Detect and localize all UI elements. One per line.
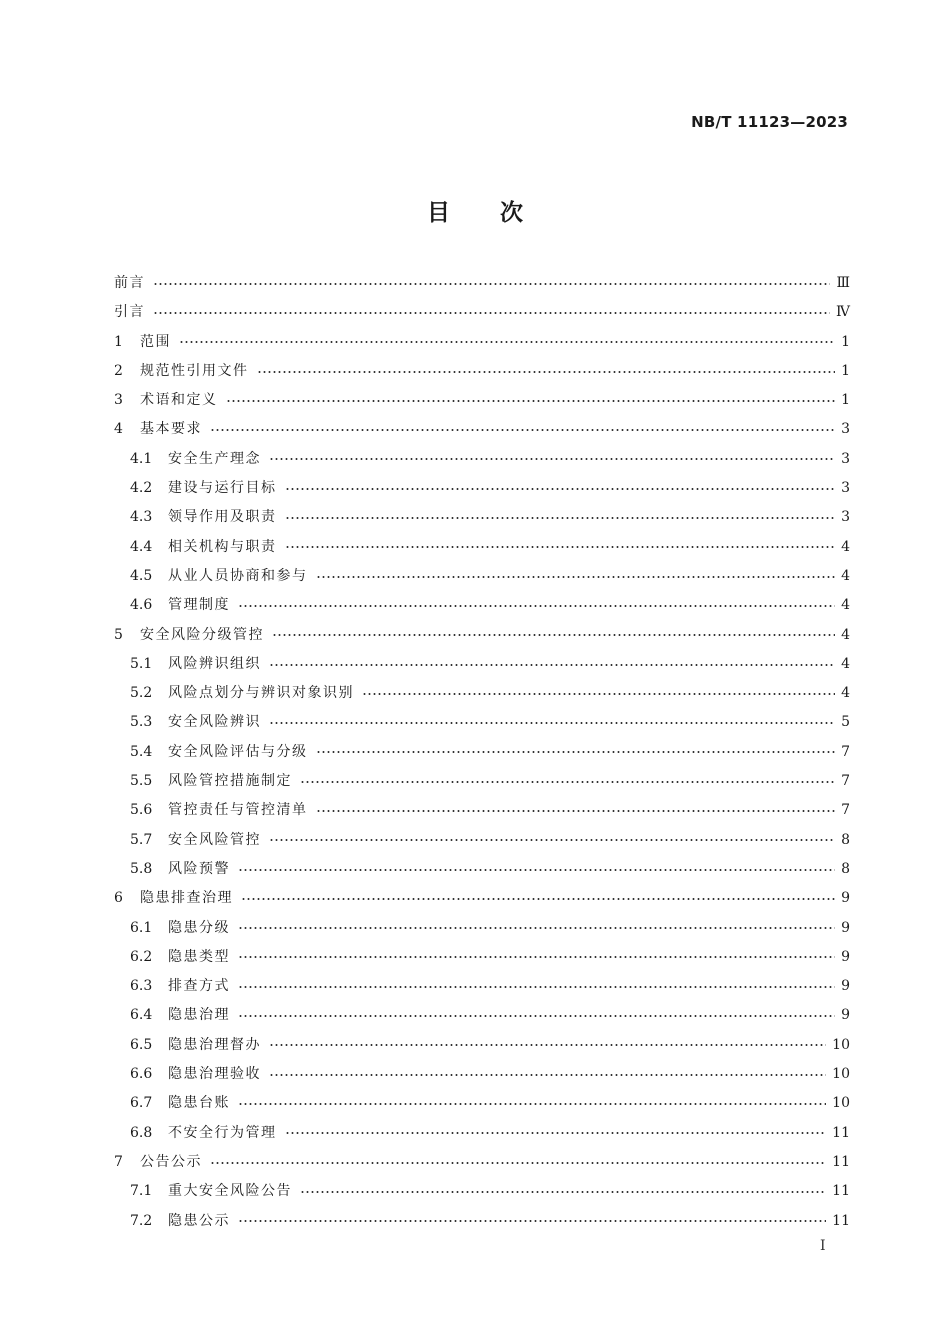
toc-entry[interactable] [114, 972, 850, 1001]
toc-entry-page: 4 [841, 567, 850, 584]
toc-entry-page: 4 [841, 685, 850, 702]
toc-dot-leader [210, 429, 835, 431]
toc-entry[interactable] [114, 1001, 850, 1030]
toc-entry[interactable] [114, 855, 850, 884]
toc-entry-page: 8 [841, 860, 850, 877]
toc-entry[interactable] [114, 708, 850, 737]
toc-entry-number: 3 [114, 392, 123, 409]
toc-entry-number: 6.3 [130, 978, 153, 995]
toc-dot-leader [269, 458, 835, 460]
toc-dot-leader [285, 517, 836, 519]
toc-entry-number: 7.1 [130, 1183, 153, 1200]
toc-entry[interactable] [114, 1031, 850, 1060]
toc-dot-leader [285, 546, 836, 548]
toc-entry-label: 风险辨识组织 [168, 655, 261, 672]
table-of-contents [114, 269, 850, 1236]
toc-entry-number: 4.5 [130, 567, 153, 584]
toc-entry-number: 1 [114, 333, 123, 350]
toc-dot-leader [226, 400, 836, 402]
toc-entry[interactable] [114, 298, 850, 327]
toc-dot-leader [241, 898, 835, 900]
toc-entry[interactable] [114, 884, 850, 913]
toc-entry-label: 隐患类型 [168, 948, 230, 965]
toc-entry-label: 隐患排查治理 [140, 890, 233, 907]
toc-entry-label: 重大安全风险公告 [168, 1183, 292, 1200]
toc-entry-page: 11 [832, 1153, 850, 1170]
toc-dot-leader [300, 1191, 826, 1193]
toc-entry-number: 6.1 [130, 919, 153, 936]
toc-entry[interactable] [114, 826, 850, 855]
toc-entry-label: 基本要求 [140, 421, 202, 438]
toc-entry-number: 5.8 [130, 860, 153, 877]
toc-entry-page: Ⅲ [836, 275, 850, 291]
toc-entry-page: 1 [841, 362, 850, 379]
toc-entry-label: 建设与运行目标 [168, 480, 277, 497]
toc-entry-label: 不安全行为管理 [168, 1124, 277, 1141]
toc-entry[interactable] [114, 1207, 850, 1236]
standard-code: NB/T 11123—2023 [691, 113, 848, 131]
toc-entry-number: 2 [114, 362, 123, 379]
toc-entry-label: 管控责任与管控清单 [168, 802, 308, 819]
toc-dot-leader [285, 1132, 827, 1134]
toc-title: 目次 [427, 200, 573, 226]
toc-entry-page: 10 [832, 1036, 850, 1053]
toc-entry[interactable] [114, 621, 850, 650]
toc-entry[interactable] [114, 386, 850, 415]
toc-entry-page: 7 [841, 802, 850, 819]
toc-dot-leader [238, 1220, 826, 1222]
toc-entry[interactable] [114, 503, 850, 532]
toc-dot-leader [238, 1103, 826, 1105]
toc-entry-number: 6.5 [130, 1036, 153, 1053]
toc-entry[interactable] [114, 738, 850, 767]
toc-entry-label: 安全风险评估与分级 [168, 743, 308, 760]
toc-entry-page: 3 [841, 509, 850, 526]
toc-entry-number: 4 [114, 421, 123, 438]
toc-entry-page: 4 [841, 597, 850, 614]
toc-entry-label: 风险点划分与辨识对象识别 [168, 685, 354, 702]
toc-entry-number: 6.6 [130, 1066, 153, 1083]
toc-entry-number: 7 [114, 1153, 123, 1170]
toc-entry-page: 9 [841, 978, 850, 995]
toc-entry-label: 引言 [114, 304, 145, 321]
toc-entry-label: 风险预警 [168, 860, 230, 877]
toc-entry-page: 9 [841, 948, 850, 965]
toc-dot-leader [238, 869, 835, 871]
toc-entry-number: 6.2 [130, 948, 153, 965]
toc-entry-page: 10 [832, 1066, 850, 1083]
toc-entry-page: 7 [841, 743, 850, 760]
toc-entry-label: 从业人员协商和参与 [168, 567, 308, 584]
toc-entry[interactable] [114, 445, 850, 474]
toc-dot-leader [153, 283, 830, 285]
toc-dot-leader [238, 927, 835, 929]
toc-dot-leader [269, 664, 835, 666]
toc-entry-page: 11 [832, 1124, 850, 1141]
toc-entry-label: 前言 [114, 275, 145, 291]
toc-entry-label: 相关机构与职责 [168, 538, 277, 555]
toc-entry-number: 5.6 [130, 802, 153, 819]
toc-entry-page: 9 [841, 1007, 850, 1024]
toc-entry-number: 6.4 [130, 1007, 153, 1024]
toc-entry[interactable] [114, 328, 850, 357]
toc-entry-page: 8 [841, 831, 850, 848]
toc-entry[interactable] [114, 1060, 850, 1089]
toc-entry-number: 7.2 [130, 1212, 153, 1229]
toc-entry-number: 4.1 [130, 450, 153, 467]
toc-entry-label: 管理制度 [168, 597, 230, 614]
toc-dot-leader [285, 488, 836, 490]
toc-entry-page: 1 [841, 392, 850, 409]
toc-entry-page: 4 [841, 538, 850, 555]
toc-entry-number: 5 [114, 626, 123, 643]
toc-entry[interactable] [114, 650, 850, 679]
toc-entry-label: 范围 [140, 333, 171, 350]
toc-entry-page: 11 [832, 1183, 850, 1200]
toc-dot-leader [153, 312, 830, 314]
toc-entry-page: 3 [841, 450, 850, 467]
toc-entry[interactable] [114, 533, 850, 562]
toc-entry-label: 隐患治理督办 [168, 1036, 261, 1053]
toc-entry-label: 术语和定义 [140, 392, 218, 409]
toc-entry[interactable] [114, 269, 850, 298]
toc-dot-leader [269, 839, 835, 841]
toc-entry-number: 5.7 [130, 831, 153, 848]
toc-entry-page: 4 [841, 626, 850, 643]
toc-entry-number: 4.2 [130, 480, 153, 497]
toc-entry[interactable] [114, 767, 850, 796]
page-number: I [820, 1238, 826, 1254]
toc-entry-label: 隐患台账 [168, 1095, 230, 1112]
toc-dot-leader [238, 986, 835, 988]
toc-entry-page: 9 [841, 890, 850, 907]
toc-dot-leader [300, 781, 835, 783]
toc-dot-leader [362, 693, 835, 695]
toc-entry[interactable] [114, 415, 850, 444]
toc-dot-leader [316, 810, 836, 812]
toc-entry[interactable] [114, 357, 850, 386]
toc-entry[interactable] [114, 796, 850, 825]
toc-dot-leader [210, 1162, 826, 1164]
toc-entry-page: 7 [841, 773, 850, 790]
toc-dot-leader [269, 1074, 826, 1076]
toc-dot-leader [257, 371, 836, 373]
toc-entry-label: 隐患治理验收 [168, 1066, 261, 1083]
toc-entry[interactable] [114, 1089, 850, 1118]
toc-entry[interactable] [114, 1148, 850, 1177]
toc-entry-page: 11 [832, 1212, 850, 1229]
toc-entry[interactable] [114, 591, 850, 620]
toc-entry-number: 5.1 [130, 655, 153, 672]
toc-entry-page: 4 [841, 655, 850, 672]
toc-entry-label: 隐患分级 [168, 919, 230, 936]
toc-entry-number: 5.4 [130, 743, 153, 760]
toc-entry-number: 5.2 [130, 685, 153, 702]
toc-entry[interactable] [114, 1119, 850, 1148]
toc-entry-page: 1 [841, 333, 850, 350]
toc-entry[interactable] [114, 679, 850, 708]
toc-dot-leader [316, 751, 836, 753]
toc-entry-label: 排查方式 [168, 978, 230, 995]
toc-dot-leader [179, 341, 835, 343]
toc-entry[interactable] [114, 562, 850, 591]
toc-entry-label: 安全风险辨识 [168, 714, 261, 731]
toc-entry-number: 6 [114, 890, 123, 907]
toc-entry-number: 4.6 [130, 597, 153, 614]
toc-entry-number: 4.3 [130, 509, 153, 526]
toc-entry-label: 隐患公示 [168, 1212, 230, 1229]
toc-dot-leader [269, 722, 835, 724]
toc-dot-leader [238, 956, 835, 958]
toc-entry-number: 5.5 [130, 773, 153, 790]
toc-dot-leader [272, 634, 835, 636]
toc-dot-leader [269, 1044, 826, 1046]
toc-entry-page: 9 [841, 919, 850, 936]
toc-entry-page: 3 [841, 480, 850, 497]
toc-entry-label: 规范性引用文件 [140, 362, 249, 379]
toc-entry[interactable] [114, 474, 850, 503]
toc-entry-label: 公告公示 [140, 1153, 202, 1170]
toc-entry-number: 6.7 [130, 1095, 153, 1112]
toc-entry[interactable] [114, 943, 850, 972]
toc-entry[interactable] [114, 914, 850, 943]
toc-entry-number: 4.4 [130, 538, 153, 555]
toc-dot-leader [238, 1015, 835, 1017]
toc-entry-page: Ⅳ [836, 304, 850, 321]
toc-entry-number: 6.8 [130, 1124, 153, 1141]
toc-entry-label: 安全风险管控 [168, 831, 261, 848]
toc-entry-label: 安全生产理念 [168, 450, 261, 467]
toc-entry-page: 5 [841, 714, 850, 731]
toc-entry-page: 3 [841, 421, 850, 438]
toc-entry-label: 风险管控措施制定 [168, 773, 292, 790]
toc-entry-number: 5.3 [130, 714, 153, 731]
toc-dot-leader [238, 605, 835, 607]
toc-dot-leader [316, 576, 836, 578]
toc-entry-label: 领导作用及职责 [168, 509, 277, 526]
toc-entry-label: 隐患治理 [168, 1007, 230, 1024]
toc-entry-label: 安全风险分级管控 [140, 626, 264, 643]
toc-entry-page: 10 [832, 1095, 850, 1112]
toc-entry[interactable] [114, 1177, 850, 1206]
